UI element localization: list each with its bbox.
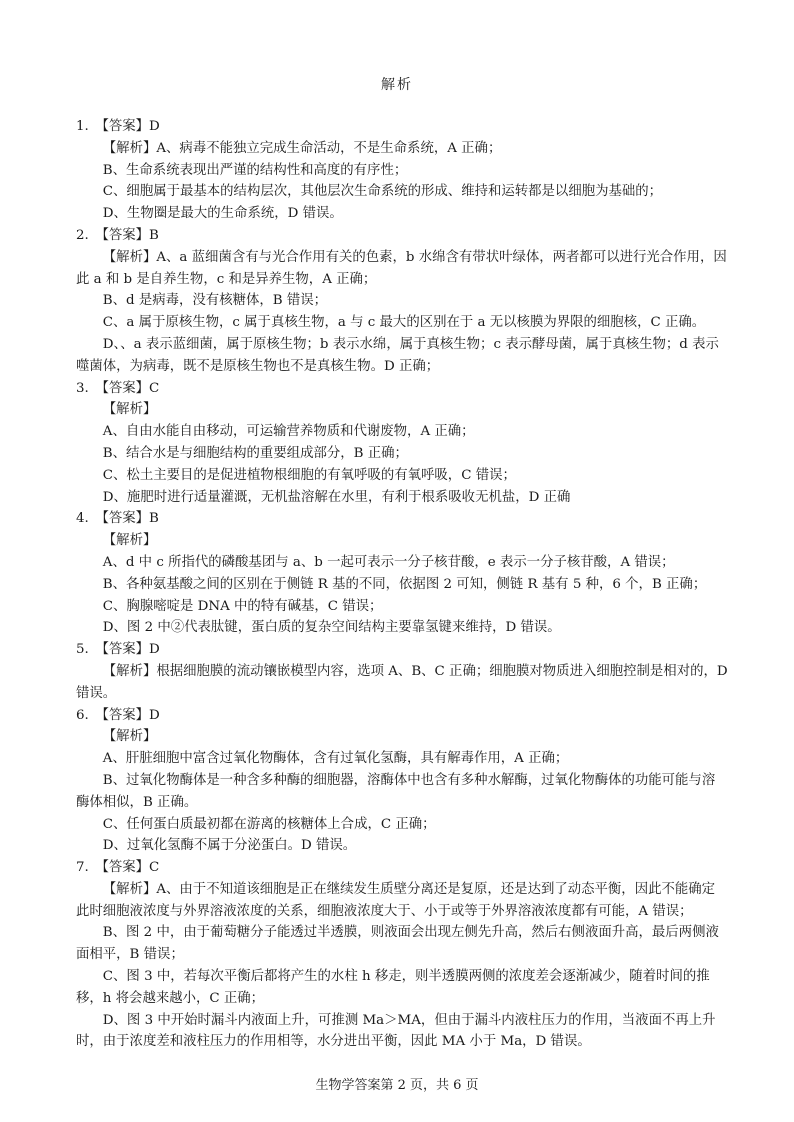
explanation-line: 【解析】: [102, 533, 157, 549]
explanation-line: B、结合水是与细胞结构的重要组成部分，B 正确；: [102, 445, 408, 461]
explanation-line: C、任何蛋白质最初都在游离的核糖体上合成，C 正确；: [102, 816, 436, 832]
explanation-line: 【解析】A、由于不知道该细胞是正在继续发生质壁分离还是复原，还是达到了动态平衡，因此不能确定此时细胞液浓度与外界溶液浓度的关系，细胞液浓度大于、小于或等于外界溶液浓度都有可能，A 错误；: [76, 881, 716, 919]
explanation-line: C、松土主要目的是促进植物根细胞的有氧呼吸的有氧呼吸，C 错误；: [102, 467, 516, 483]
answer-heading: 3. 【答案】C: [76, 380, 160, 396]
answer-heading: 5. 【答案】D: [76, 642, 160, 658]
answer-heading: 4. 【答案】B: [76, 511, 159, 527]
explanation-line: C、细胞属于最基本的结构层次，其他层次生命系统的形成、维持和运转都是以细胞为基础的；: [102, 184, 663, 200]
explanation-line: A、d 中 c 所指代的磷酸基团与 a、b 一起可表示一分子核苷酸，e 表示一分子核苷酸，A 错误；: [102, 554, 675, 570]
explanation-line: C、胸腺嘧啶是 DNA 中的特有碱基，C 错误；: [102, 598, 383, 614]
explanation-line: D、过氧化氢酶不属于分泌蛋白。D 错误。: [102, 838, 357, 854]
explanation-line: D、图 2 中②代表肽键，蛋白质的复杂空间结构主要靠氢键来维持，D 错误。: [102, 620, 561, 636]
explanation-line: A、自由水能自由移动，可运输营养物质和代谢废物，A 正确；: [102, 424, 475, 440]
explanation-line: D、图 3 中开始时漏斗内液面上升，可推测 Ma＞MA，但由于漏斗内液柱压力的作用，当液面不再上升时，由于浓度差和液柱压力的作用相等，水分进出平衡，因此 MA 小于 Ma，D 错误。: [76, 1012, 716, 1050]
answer-content: [76, 116, 728, 1053]
explanation-line: 【解析】A、病毒不能独立完成生命活动，不是生命系统，A 正确；: [102, 140, 502, 156]
explanation-line: B、图 2 中，由于葡萄糖分子能透过半透膜，则液面会出现左侧先升高，然后右侧液面升高，最后两侧液面相平，B 错误；: [76, 925, 719, 963]
answer-heading: 1. 【答案】D: [76, 119, 160, 134]
explanation-line: A、肝脏细胞中富含过氧化物酶体，含有过氧化氢酶，具有解毒作用，A 正确；: [102, 751, 569, 767]
explanation-line: B、各种氨基酸之间的区别在于侧链 R 基的不同，依据图 2 可知，侧链 R 基有 5 种，6 个，B 正确；: [102, 576, 707, 592]
explanation-line: 【解析】根据细胞膜的流动镶嵌模型内容，选项 A、B、C 正确；细胞膜对物质进入细胞控制是相对的，D 错误。: [76, 663, 728, 701]
explanation-line: C、a 属于原核生物，c 属于真核生物，a 与 c 最大的区别在于 a 无以核膜为界限的细胞核，C 正确。: [102, 315, 706, 331]
explanation-line: C、图 3 中，若每次平衡后都将产生的水柱 h 移走，则半透膜两侧的浓度差会逐渐减少，随着时间的推移，h 将会越来越小，C 正确；: [76, 969, 710, 1006]
explanation-line: B、生命系统表现出严谨的结构性和高度的有序性；: [102, 162, 408, 178]
explanation-line: 【解析】: [102, 729, 157, 745]
page-title: 解析: [381, 77, 413, 93]
explanation-line: B、过氧化物酶体是一种含多种酶的细胞器，溶酶体中也含有多种水解酶，过氧化物酶体的功能可能与溶酶体相似，B 正确。: [76, 772, 716, 810]
page-footer: 生物学答案第 2 页，共 6 页: [315, 1078, 479, 1093]
explanation-line: B、d 是病毒，没有核糖体，B 错误；: [102, 293, 328, 309]
answer-heading: 2. 【答案】B: [76, 227, 159, 243]
explanation-line: 【解析】A、a 蓝细菌含有与光合作用有关的色素，b 水绵含有带状叶绿体，两者都可以进行光合作用，因此 a 和 b 是自养生物，c 和是异养生物，A 正确；: [76, 249, 727, 287]
explanation-line: D、、a 表示蓝细菌，属于原核生物；b 表示水绵，属于真核生物；c 表示酵母菌，属于真核生物；d 表示噬菌体，为病毒，既不是原核生物也不是真核生物。D 正确；: [76, 336, 719, 374]
answer-heading: 6. 【答案】D: [76, 707, 160, 723]
answer-heading: 7. 【答案】C: [76, 860, 160, 876]
explanation-line: D、施肥时进行适量灌溉，无机盐溶解在水里，有利于根系吸收无机盐，D 正确: [102, 489, 571, 505]
explanation-line: D、生物圈是最大的生命系统，D 错误。: [102, 206, 343, 222]
explanation-line: 【解析】: [102, 402, 157, 418]
